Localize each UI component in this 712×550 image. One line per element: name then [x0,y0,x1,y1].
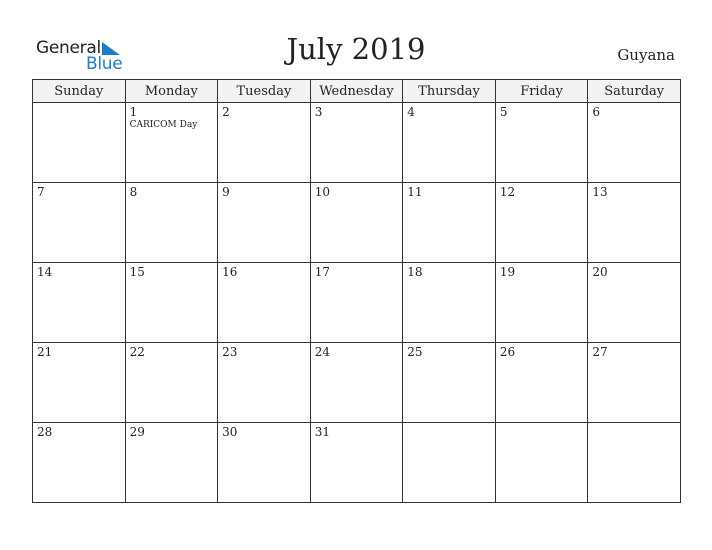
day-number: 11 [407,185,423,199]
weekday-header: Wednesday [310,80,403,103]
day-cell [218,103,311,183]
day-cell [125,263,218,343]
day-cell [495,183,588,263]
calendar-grid [32,79,681,503]
day-cell [218,343,311,423]
day-cell [218,263,311,343]
day-number: 5 [499,105,508,119]
week-row [33,183,681,263]
day-number: 12 [499,185,516,199]
day-cell [495,263,588,343]
weekday-header-row [33,80,681,103]
day-number: 23 [222,345,238,359]
day-cell [403,183,496,263]
weekday-header: Saturday [588,80,681,103]
day-cell [310,183,403,263]
day-number: 1 [129,105,138,119]
day-number: 30 [222,425,238,439]
day-cell [310,423,403,503]
day-cell [125,423,218,503]
day-cell [33,103,126,183]
day-number: 26 [499,345,516,359]
day-cell [495,343,588,423]
day-number: 6 [592,105,601,119]
weekday-header: Tuesday [218,80,311,103]
day-cell [33,183,126,263]
day-number: 13 [592,185,608,199]
day-number: 20 [592,265,608,279]
weekday-header: Sunday [33,80,126,103]
day-number: 25 [407,345,423,359]
day-number: 7 [37,185,45,199]
day-cell [588,103,681,183]
weekday-header: Friday [495,80,588,103]
day-cell [33,263,126,343]
day-cell [33,423,126,503]
day-cell [310,103,403,183]
day-number: 14 [37,265,53,279]
day-number: 21 [37,345,53,359]
day-cell [33,343,126,423]
day-number: 2 [222,105,230,119]
day-number: 15 [129,265,145,279]
day-cell [310,263,403,343]
holiday-label: CARICOM Day [129,120,198,130]
day-cell [125,103,218,183]
week-row [33,423,681,503]
day-number: 10 [314,185,330,199]
day-number: 3 [314,105,323,119]
week-row [33,103,681,183]
day-number: 31 [314,425,330,439]
week-row [33,263,681,343]
day-cell [588,423,681,503]
day-cell [403,103,496,183]
day-cell [403,343,496,423]
weekday-header: Thursday [403,80,496,103]
day-number: 22 [129,345,145,359]
day-cell [403,423,496,503]
day-cell [125,343,218,423]
day-cell [495,103,588,183]
country-label: Guyana [617,46,675,64]
day-number: 24 [314,345,330,359]
day-cell [495,423,588,503]
day-cell [403,263,496,343]
day-cell [588,183,681,263]
weekday-header: Monday [125,80,218,103]
day-cell [588,263,681,343]
day-cell [218,423,311,503]
day-cell [588,343,681,423]
logo-general-text: General [36,38,101,58]
page-title: July 2019 [286,32,426,66]
day-number: 16 [222,265,238,279]
day-number: 19 [499,265,516,279]
day-number: 8 [129,185,138,199]
week-row [33,343,681,423]
logo-blue-text: Blue [86,54,123,74]
day-number: 29 [129,425,145,439]
day-number: 17 [314,265,330,279]
day-number: 18 [407,265,423,279]
day-cell [218,183,311,263]
day-number: 9 [222,185,230,199]
day-cell [310,343,403,423]
day-number: 28 [37,425,53,439]
day-number: 27 [592,345,608,359]
day-cell [125,183,218,263]
day-number: 4 [407,105,415,119]
